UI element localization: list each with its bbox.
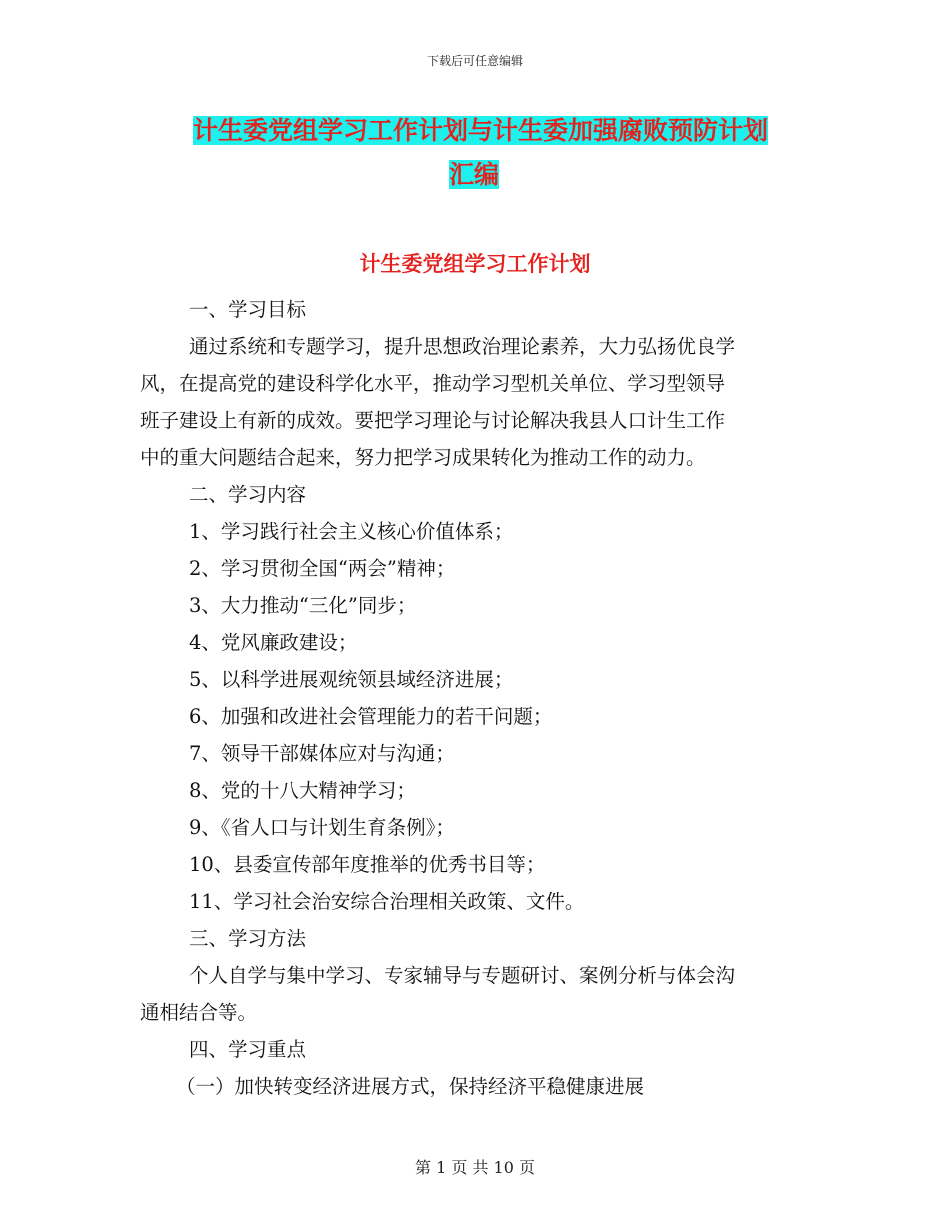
paragraph-line: 中的重大问题结合起来，努力把学习成果转化为推动工作的动力。 (140, 446, 706, 469)
list-item: 3、大力推动“三化”同步； (189, 594, 417, 617)
heading-content: 二、学习内容 (189, 483, 307, 506)
paragraph-line: 通过系统和专题学习，提升思想政治理论素养，大力弘扬优良学 (189, 335, 736, 358)
document-title-text-2: 汇编 (449, 160, 500, 189)
list-item: 1、学习践行社会主义核心价值体系； (189, 520, 514, 543)
heading-goals: 一、学习目标 (189, 298, 307, 321)
paragraph-line: 通相结合等。 (140, 1001, 258, 1024)
list-item: 11、学习社会治安综合治理相关政策、文件。 (189, 890, 585, 913)
document-title-line-1 (193, 114, 768, 148)
section-title: 计生委党组学习工作计划 (359, 252, 591, 276)
list-item: 5、以科学进展观统领县域经济进展； (189, 668, 514, 691)
list-item: 6、加强和改进社会管理能力的若干问题； (189, 705, 553, 728)
heading-methods: 三、学习方法 (189, 927, 307, 950)
paragraph-line: 个人自学与集中学习、专家辅导与专题研讨、案例分析与体会沟 (189, 964, 736, 987)
header-note: 下载后可任意编辑 (426, 54, 523, 68)
list-item: 9、《省人口与计划生育条例》； (189, 816, 455, 839)
list-item: 8、党的十八大精神学习； (189, 779, 416, 802)
list-item: 4、党风廉政建设； (189, 631, 358, 654)
list-item: 10、县委宣传部年度推举的优秀书目等； (189, 853, 546, 876)
subheading-line: （一）加快转变经济进展方式，保持经济平稳健康进展 (176, 1075, 645, 1098)
document-title-text-1: 计生委党组学习工作计划与计生委加强腐败预防计划 (193, 116, 769, 145)
list-item: 7、领导干部媒体应对与沟通； (189, 742, 455, 765)
document-title-line-2 (449, 158, 499, 192)
page-footer: 第 1 页 共 10 页 (415, 1158, 535, 1177)
list-item: 2、学习贯彻全国“两会”精神； (189, 557, 456, 580)
paragraph-line: 班子建设上有新的成效。要把学习理论与讨论解决我县人口计生工作 (140, 409, 726, 432)
heading-focus: 四、学习重点 (189, 1038, 307, 1061)
paragraph-line: 风，在提高党的建设科学化水平，推动学习型机关单位、学习型领导 (140, 372, 726, 395)
